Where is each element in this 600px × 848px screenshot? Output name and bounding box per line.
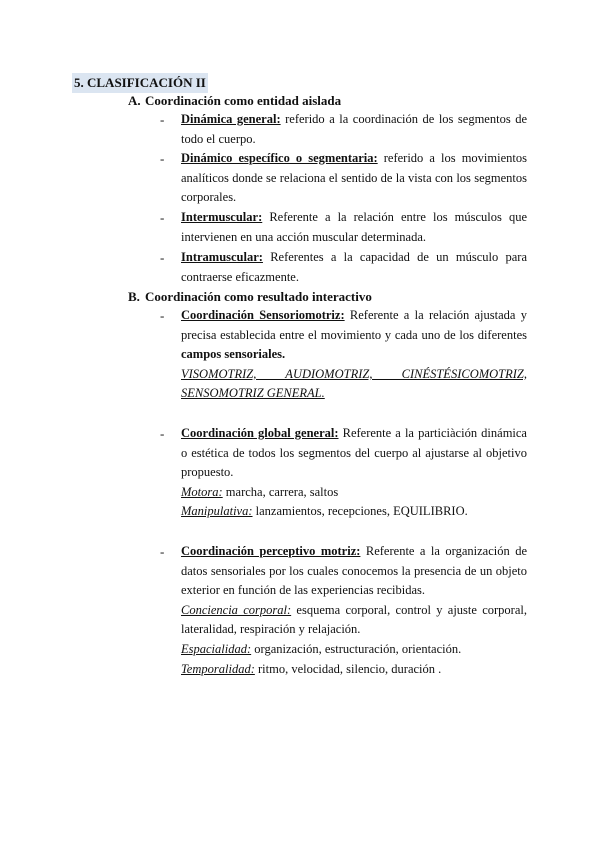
item-text: Referente a la relación entre los músculos que intervienen en una acción muscular determinada. [181, 210, 527, 244]
term-coordinacion-perceptivo: Coordinación perceptivo motriz: [181, 544, 361, 558]
item-text: Referente a la particiàción dinámica o estética de todos los segmentos del cuerpo al ajustarse al objetivo propuesto. [181, 426, 527, 480]
list-item [181, 110, 527, 149]
term-intramuscular: Intramuscular: [181, 250, 263, 264]
sub-item [181, 660, 527, 680]
sensory-fields-list: VISOMOTRIZ, AUDIOMOTRIZ, CINÉSTÉSICOMOTRIZ, SENSOMOTRIZ GENERAL. [181, 366, 527, 401]
sub-text: marcha, carrera, saltos [222, 484, 339, 499]
section-a-letter: A. [128, 93, 141, 108]
item-text: referido a la coordinación de los segmentos de todo el cuerpo. [181, 112, 527, 146]
list-bullet: - [160, 151, 165, 166]
term-dinamica-general: Dinámica general: [181, 112, 281, 126]
list-bullet: - [160, 426, 165, 441]
list-item [181, 208, 527, 247]
section-b-title-text: Coordinación como resultado interactivo [145, 289, 372, 304]
list-item [181, 424, 527, 522]
section-a-title-text: Coordinación como entidad aislada [145, 93, 342, 108]
term-dinamico-especifico: Dinámico específico o segmentaria: [181, 151, 378, 165]
sub-label: Temporalidad: [181, 661, 255, 676]
item-text: Referente a la relación ajustada y precisa establecida entre el movimiento y cada uno de los diferentes [181, 308, 527, 342]
term-coordinacion-global: Coordinación global general: [181, 426, 339, 440]
section-a-title [128, 91, 341, 111]
sub-label: Motora: [181, 484, 223, 499]
section-heading: 5. CLASIFICACIÓN II [72, 73, 208, 93]
sub-item [181, 640, 527, 660]
sub-label: Espacialidad: [181, 641, 252, 656]
section-b-title [128, 287, 372, 307]
sub-text: organización, estructuración, orientación. [251, 641, 462, 656]
item-bold-text: campos sensoriales. [181, 347, 286, 362]
list-bullet: - [160, 544, 165, 559]
sub-text: ritmo, velocidad, silencio, duración . [254, 661, 442, 676]
list-item [181, 248, 527, 287]
list-item [181, 149, 527, 208]
item-text: Referentes a la capacidad de un músculo para contraerse eficazmente. [181, 250, 527, 284]
term-coordinacion-sensoriomotriz: Coordinación Sensoriomotriz: [181, 308, 345, 322]
list-item [181, 542, 527, 679]
item-text: Referente a la organización de datos sensoriales por los cuales conocemos la presencia de un objeto exterior en función de las experiencias recibidas. [181, 544, 527, 598]
item-text: referido a los movimientos analíticos donde se relaciona el sentido de la vista con los segmentos corporales. [181, 151, 527, 205]
sub-item [181, 601, 527, 640]
sub-item [181, 483, 527, 503]
section-b-letter: B. [128, 289, 140, 304]
list-bullet: - [160, 210, 165, 225]
term-intermuscular: Intermuscular: [181, 210, 263, 224]
list-bullet: - [160, 112, 165, 127]
list-item [181, 306, 527, 404]
list-bullet: - [160, 308, 165, 323]
sub-text: lanzamientos, recepciones, EQUILIBRIO. [252, 504, 468, 519]
sub-item [181, 502, 527, 522]
sub-label: Manipulativa: [181, 504, 253, 519]
sub-text: esquema corporal, control y ajuste corporal, lateralidad, respiración y relajación. [181, 602, 527, 637]
sub-label: Conciencia corporal: [181, 602, 292, 617]
list-bullet: - [160, 250, 165, 265]
